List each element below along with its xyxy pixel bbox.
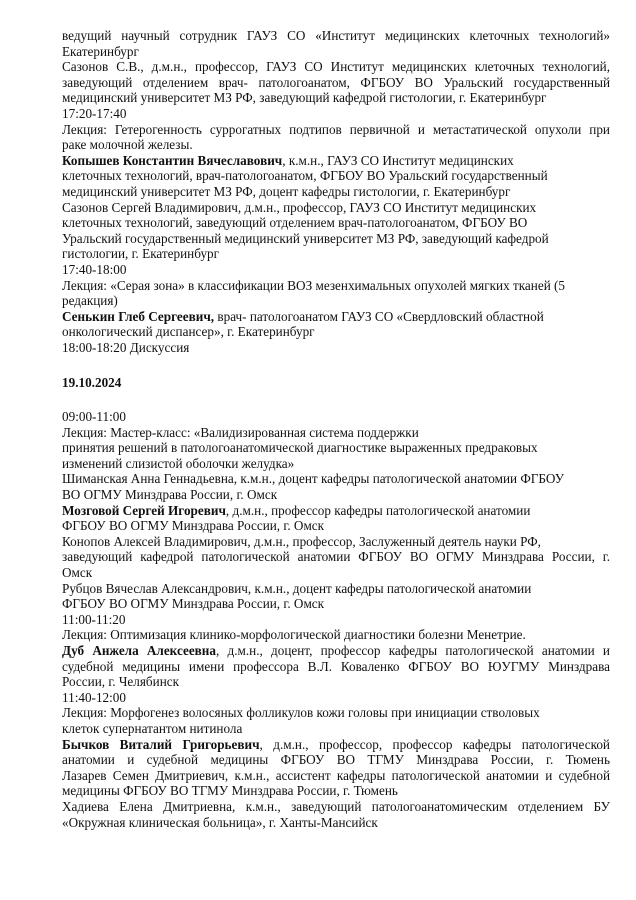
line-text: клеток супернатантом нитинола [62, 720, 243, 736]
speaker-name: Мозговой Сергей Игоревич [62, 502, 226, 518]
text-line [62, 534, 610, 550]
text-line [62, 262, 610, 278]
text-line [62, 309, 610, 325]
line-text: Лазарев Семен Дмитриевич, к.м.н., ассистент кафедры патологической анатомии и судебной [62, 767, 610, 783]
text-line [62, 278, 610, 294]
program-date [62, 375, 610, 391]
text-line [62, 184, 610, 200]
text-line [62, 456, 610, 472]
line-text: анатомии и судебной медицины ФГБОУ ВО ТГМУ Минздрава России, г. Тюмень [62, 752, 610, 768]
text-line [62, 721, 610, 737]
text-line [62, 200, 610, 216]
text-line [62, 659, 610, 675]
line-text: 18:00-18:20 Дискуссия [62, 339, 190, 355]
text-line [62, 293, 610, 309]
line-text: Шиманская Анна Геннадьевна, к.м.н., доцент кафедры патологической анатомии ФГБОУ [62, 471, 565, 487]
line-text: Лекция: «Серая зона» в классификации ВОЗ мезенхимальных опухолей мягких тканей (5 [62, 277, 566, 293]
text-line [62, 425, 610, 441]
text-line [62, 737, 610, 753]
line-text: судебной медицины имени профессора В.Л. Коваленко ФГБОУ ВО ЮУГМУ Минздрава [62, 658, 610, 674]
speaker-name: Сенькин Глеб Сергеевич, [62, 308, 215, 324]
line-text: 09:00-11:00 [62, 409, 126, 425]
line-text: Сазонов Сергей Владимирович, д.м.н., профессор, ГАУЗ СО Институт медицинских [62, 199, 537, 215]
line-text: Екатеринбург [62, 43, 139, 59]
text-line [62, 503, 610, 519]
line-text: раке молочной железы. [62, 137, 193, 153]
line-text: врач- патологоанатом ГАУЗ СО «Свердловский областной [214, 308, 544, 324]
text-line [62, 549, 610, 565]
text-line [62, 690, 610, 706]
text-line [62, 783, 610, 799]
text-line [62, 215, 610, 231]
text-line [62, 28, 610, 44]
line-text: Хадиева Елена Дмитриевна, к.м.н., заведующий патологоанатомическим отделением БУ [62, 798, 610, 814]
line-text: Лекция: Оптимизация клинико-морфологической диагностики болезни Менетрие. [62, 627, 526, 643]
text-line [62, 799, 610, 815]
text-line [62, 815, 610, 831]
speaker-name: Дуб Анжела Алексеевна [62, 642, 216, 658]
text-line [62, 137, 610, 153]
line-text: редакция) [62, 293, 118, 309]
text-line [62, 340, 610, 356]
text-line [62, 612, 610, 628]
line-text: принятия решений в патологоанатомической диагностике выраженных предраковых [62, 440, 538, 456]
text-line [62, 643, 610, 659]
line-text: , д.м.н., доцент, профессор кафедры патологической анатомии и [215, 642, 610, 658]
line-text: заведующий отделением врач- патологоанатом, ФГБОУ ВО Уральский государственный [62, 74, 610, 90]
line-text: Лекция: Морфогенез волосяных фолликулов кожи головы при инициации стволовых [62, 705, 540, 721]
speaker-name: Копышев Константин Вячеславович [62, 152, 283, 168]
line-text: ведущий научный сотрудник ГАУЗ СО «Институт медицинских клеточных технологий» [62, 28, 610, 43]
line-text: медицинский университет МЗ РФ, заведующий кафедрой гистологии, г. Екатеринбург [62, 90, 547, 106]
text-line [62, 231, 610, 247]
text-line [62, 324, 610, 340]
text-line [62, 440, 610, 456]
text-line [62, 90, 610, 106]
text-line [62, 59, 610, 75]
line-text: медицинский университет МЗ РФ, доцент кафедры гистологии, г. Екатеринбург [62, 183, 511, 199]
line-text: гистологии, г. Екатеринбург [62, 246, 220, 262]
line-text: «Окружная клиническая больница», г. Ханты-Мансийск [62, 814, 378, 830]
line-text: клеточных технологий, врач-патологоанатом, ФГБОУ ВО Уральский государственный [62, 168, 548, 184]
line-text: , д.м.н., профессор кафедры патологической анатомии [225, 502, 531, 518]
line-text: 17:40-18:00 [62, 261, 127, 277]
line-text: 11:00-11:20 [62, 611, 126, 627]
line-text: России, г. Челябинск [62, 674, 180, 690]
line-text: , к.м.н., ГАУЗ СО Институт медицинских [282, 152, 514, 168]
line-text: изменений слизистой оболочки желудка» [62, 455, 295, 471]
line-text: Лекция: Мастер-класс: «Валидизированная система поддержки [62, 424, 419, 440]
text-line [62, 75, 610, 91]
line-text: ФГБОУ ВО ОГМУ Минздрава России, г. Омск [62, 518, 325, 534]
text-line [62, 409, 610, 425]
text-line [62, 153, 610, 169]
text-line [62, 674, 610, 690]
text-line [62, 565, 610, 581]
text-line [62, 518, 610, 534]
text-line [62, 627, 610, 643]
text-line [62, 768, 610, 784]
line-text: 17:20-17:40 [62, 105, 127, 121]
line-text: Уральский государственный медицинский университет МЗ РФ, заведующий кафедрой [62, 230, 549, 246]
line-text: 11:40-12:00 [62, 689, 126, 705]
text-line [62, 705, 610, 721]
text-line [62, 752, 610, 768]
text-line [62, 487, 610, 503]
text-line [62, 122, 610, 138]
line-text: клеточных технологий, заведующий отделением врач-патологоанатом, ФГБОУ ВО [62, 215, 528, 231]
line-text: ВО ОГМУ Минздрава России, г. Омск [62, 487, 278, 503]
text-line [62, 596, 610, 612]
text-line [62, 581, 610, 597]
line-text: Лекция: Гетерогенность суррогатных подтипов первичной и метастатической опухоли при [62, 121, 610, 137]
line-text: Рубцов Вячеслав Александрович, к.м.н., доцент кафедры патологической анатомии [62, 580, 532, 596]
line-text: ФГБОУ ВО ОГМУ Минздрава России, г. Омск [62, 596, 325, 612]
line-text: Омск [62, 565, 93, 580]
line-text: Сазонов С.В., д.м.н., профессор, ГАУЗ СО Институт медицинских клеточных технологий, [62, 59, 610, 75]
line-text: онкологический диспансер», г. Екатеринбург [62, 324, 315, 340]
line-text: заведующий кафедрой патологической анатомии ФГБОУ ВО ОГМУ Минздрава России, г. [62, 549, 610, 565]
text-line [62, 246, 610, 262]
line-text: 19.10.2024 [62, 375, 122, 391]
line-text: , д.м.н., профессор, профессор кафедры патологической [259, 736, 610, 752]
text-line [62, 168, 610, 184]
text-line [62, 106, 610, 122]
line-text: медицины ФГБОУ ВО ТГМУ Минздрава России, г. Тюмень [62, 783, 398, 799]
speaker-name: Бычков Виталий Григорьевич [62, 736, 260, 752]
line-text: Конопов Алексей Владимирович, д.м.н., профессор, Заслуженный деятель науки РФ, [62, 533, 541, 549]
text-line [62, 471, 610, 487]
text-line [62, 44, 610, 60]
